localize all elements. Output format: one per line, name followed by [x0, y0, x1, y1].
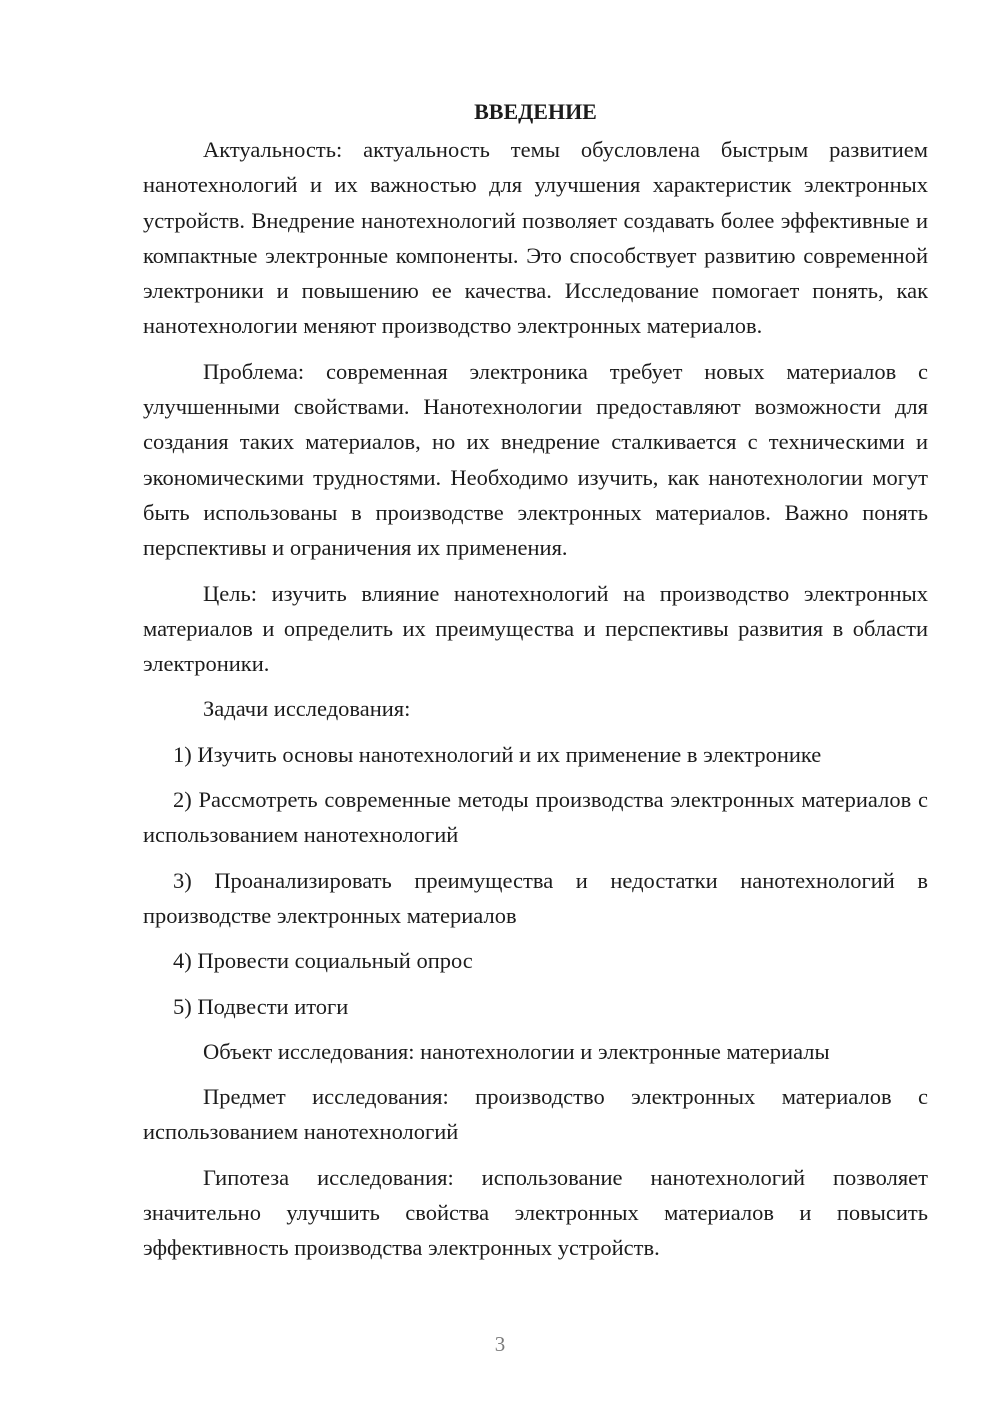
paragraph-object: Объект исследования: нанотехнологии и электронные материалы	[203, 1038, 830, 1064]
task-item-2: 2) Рассмотреть современные методы производства электронных материалов с использованием нанотехнологий	[143, 787, 928, 848]
paragraph-subject: Предмет исследования: производство электронных материалов с использованием нанотехнологий	[143, 1084, 928, 1145]
page-content	[143, 92, 928, 1266]
task-item-5: 5) Подвести итоги	[173, 993, 349, 1019]
paragraph-relevance: Актуальность: актуальность темы обусловлена быстрым развитием нанотехнологий и их важностью для улучшения характеристик электронных устройств. Внедрение нанотехнологий позволяет создавать более эффективные и компактные электронные компоненты. Это способствует развитию современной электроники и повышению ее качества. Исследование помогает понять, как нанотехнологии меняют производство электронных материалов.	[143, 137, 928, 339]
paragraph-goal: Цель: изучить влияние нанотехнологий на производство электронных материалов и определить их преимущества и перспективы развития в области электроники.	[143, 580, 928, 677]
section-heading: ВВЕДЕНИЕ	[474, 99, 597, 124]
task-item-4: 4) Провести социальный опрос	[173, 948, 473, 974]
paragraph-problem: Проблема: современная электроника требует новых материалов с улучшенными свойствами. Нанотехнологии предоставляют возможности для создания таких материалов, но их внедрение сталкивается с техническими и экономическими трудностями. Необходимо изучить, как нанотехнологии могут быть использованы в производстве электронных материалов. Важно понять перспективы и ограничения их применения.	[143, 358, 928, 561]
task-item-1: 1) Изучить основы нанотехнологий и их применение в электронике	[173, 741, 822, 767]
paragraph-tasks-heading: Задачи исследования:	[203, 696, 411, 722]
paragraph-hypothesis: Гипотеза исследования: использование нанотехнологий позволяет значительно улучшить свойства электронных материалов и повысить эффективность производства электронных устройств.	[143, 1164, 928, 1261]
task-item-3: 3) Проанализировать преимущества и недостатки нанотехнологий в производстве электронных материалов	[143, 867, 928, 928]
page-number: 3	[494, 1332, 506, 1356]
